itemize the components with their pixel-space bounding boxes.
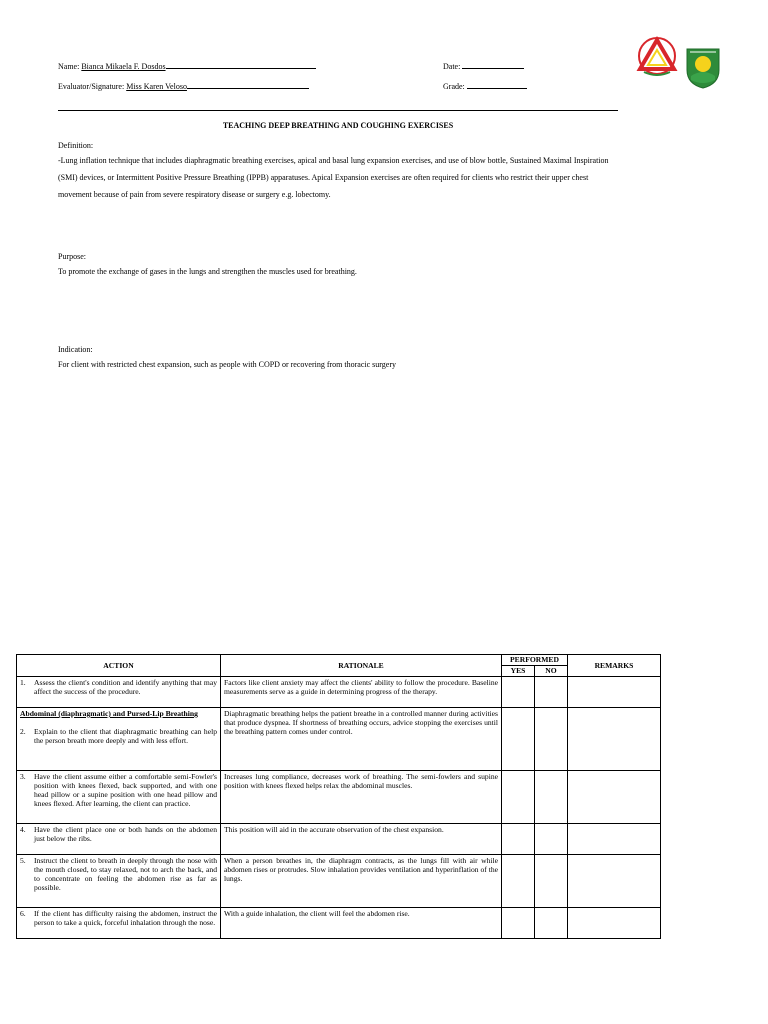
yes-checkbox-cell[interactable] (502, 708, 535, 771)
no-checkbox-cell[interactable] (535, 708, 568, 771)
action-cell (17, 708, 221, 771)
yes-checkbox-cell[interactable] (502, 824, 535, 855)
rationale-cell: This position will aid in the accurate observation of the chest expansion. (221, 824, 502, 855)
no-checkbox-cell[interactable] (535, 908, 568, 939)
remarks-cell[interactable] (568, 908, 661, 939)
indication-heading: Indication: (58, 345, 93, 354)
evaluator-blank (187, 80, 309, 89)
grade-line (443, 80, 527, 92)
definition-text: -Lung inflation technique that includes diaphragmatic breathing exercises, apical and basal lung expansion exercises, and use of blow bottle, Sustained Maximal Inspiration (SMI) devices, or Intermittent Positive Pressure Breathing (IPPB) apparatuses. Apical Expansion exercises are often required for clients who restrict their upper chest movement because of pain from severe respiratory disease or surgery e.g. lobectomy. (58, 156, 609, 199)
yes-checkbox-cell[interactable] (502, 908, 535, 939)
remarks-cell[interactable] (568, 771, 661, 824)
nursing-shield-logo (684, 46, 722, 90)
date-line (443, 60, 524, 72)
rationale-cell: When a person breathes in, the diaphragm contracts, as the lungs fill with air while abdomen rises or protrudes. Slow inhalation provides ventilation and hyperinflation of the lungs. (221, 855, 502, 908)
action-cell (17, 824, 221, 855)
header-performed: PERFORMED (502, 655, 568, 666)
action-cell (17, 677, 221, 708)
evaluator-line (58, 80, 309, 92)
action-text: Have the client assume either a comfortable semi-Fowler's position with knees flexed, back supported, and with one head pillow or a supine position with one head pillow and knees flexed. After learning, the client can practice. (34, 772, 217, 808)
grade-blank (467, 80, 527, 89)
action-cell (17, 855, 221, 908)
evaluator-label: Evaluator/Signature: (58, 82, 125, 91)
no-checkbox-cell[interactable] (535, 855, 568, 908)
remarks-cell[interactable] (568, 677, 661, 708)
action-cell (17, 908, 221, 939)
rationale-cell: Factors like client anxiety may affect the clients' ability to follow the procedure. Baseline measurements serve as a guide in determining progress of the therapy. (221, 677, 502, 708)
no-checkbox-cell[interactable] (535, 771, 568, 824)
step-number: 3. (20, 772, 26, 781)
definition-heading: Definition: (58, 141, 94, 150)
rationale-cell: With a guide inhalation, the client will feel the abdomen rise. (221, 908, 502, 939)
action-text: Instruct the client to breath in deeply through the nose with the mouth closed, to stay relaxed, not to arch the back, and to concentrate on feeling the abdomen rise as far as possible. (34, 856, 217, 892)
name-line (58, 60, 316, 72)
date-blank (462, 60, 524, 69)
purpose-text: To promote the exchange of gases in the lungs and strengthen the muscles used for breathing. (58, 267, 357, 276)
step-number: 6. (20, 909, 26, 918)
header-remarks: REMARKS (568, 655, 661, 677)
step-number: 4. (20, 825, 26, 834)
procedure-table (16, 654, 661, 939)
name-value: Bianca Mikaela F. Dosdos (81, 62, 166, 71)
yes-checkbox-cell[interactable] (502, 771, 535, 824)
table-row (17, 824, 661, 855)
action-cell (17, 771, 221, 824)
step-number: 1. (20, 678, 26, 687)
purpose-heading: Purpose: (58, 252, 86, 261)
step-number: 5. (20, 856, 26, 865)
action-text: Explain to the client that diaphragmatic breathing can help the person breath more deeply and with less effort. (34, 727, 217, 745)
no-checkbox-cell[interactable] (535, 677, 568, 708)
no-checkbox-cell[interactable] (535, 824, 568, 855)
indication-text: For client with restricted chest expansion, such as people with COPD or recovering from thoracic surgery (58, 360, 396, 369)
date-label: Date: (443, 62, 461, 71)
header-rule (58, 110, 618, 111)
header-action: ACTION (17, 655, 221, 677)
grade-label: Grade: (443, 82, 465, 91)
remarks-cell[interactable] (568, 855, 661, 908)
subsection-heading: Abdominal (diaphragmatic) and Pursed-Lip Breathing (20, 709, 198, 718)
remarks-cell[interactable] (568, 708, 661, 771)
evaluator-value: Miss Karen Veloso (126, 82, 187, 91)
table-row (17, 708, 661, 771)
rationale-cell: Increases lung compliance, decreases work of breathing. The semi-fowlers and supine position with knees flexed helps relax the abdominal muscles. (221, 771, 502, 824)
header-yes: YES (502, 666, 535, 677)
remarks-cell[interactable] (568, 824, 661, 855)
table-row (17, 677, 661, 708)
table-row (17, 855, 661, 908)
header-rationale: RATIONALE (221, 655, 502, 677)
step-number: 2. (20, 727, 26, 736)
name-label: Name: (58, 62, 80, 71)
action-text: Assess the client's condition and identify anything that may affect the success of the procedure. (34, 678, 217, 696)
yes-checkbox-cell[interactable] (502, 855, 535, 908)
document-title: TEACHING DEEP BREATHING AND COUGHING EXERCISES (222, 121, 454, 130)
table-row (17, 908, 661, 939)
action-text: Have the client place one or both hands on the abdomen just below the ribs. (34, 825, 217, 843)
yes-checkbox-cell[interactable] (502, 677, 535, 708)
action-text: If the client has difficulty raising the abdomen, instruct the person to take a quick, forceful inhalation through the nose. (34, 909, 217, 927)
school-logo-red (636, 36, 678, 76)
table-row (17, 771, 661, 824)
name-blank (166, 60, 316, 69)
header-no: NO (535, 666, 568, 677)
rationale-cell: Diaphragmatic breathing helps the patient breathe in a controlled manner during activities that produce dyspnea. If shortness of breathing occurs, advice stopping the exercises until the breathing pattern comes under control. (221, 708, 502, 771)
